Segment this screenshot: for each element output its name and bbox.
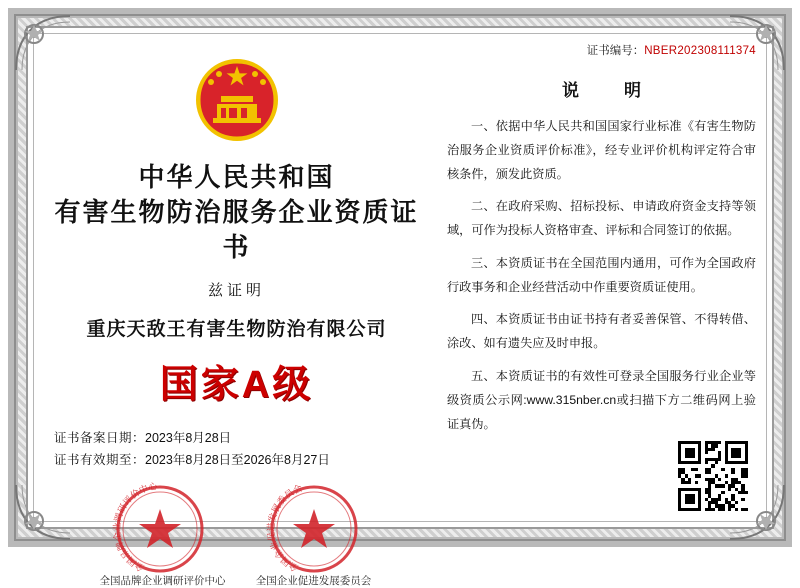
valid-date-row (54, 450, 429, 471)
verification-qr-code[interactable] (676, 439, 750, 513)
page-title (44, 160, 429, 265)
notice-item: 二、在政府采购、招标投标、申请政府资金支持等领域，可作为投标人资格审查、评标和合同签订的依据。 (447, 199, 756, 238)
hereby-certify-label: 兹证明 (207, 282, 265, 300)
notice-item: 五、本资质证书的有效性可登录全国服务行业企业等级资质公示网:www.315nber.cn或扫描下方二维码网上验证真伪。 (447, 369, 756, 431)
company-name: 重庆天敌王有害生物防治有限公司 (86, 319, 387, 341)
notice-item: 三、本资质证书在全国范围内通用，可作为全国政府行政事务和企业经营活动中作重要资质证使用。 (447, 255, 756, 294)
certificate-number-value: NBER202308111374 (644, 45, 756, 57)
svg-text:全国品牌企业调研评价中心: 全国品牌企业调研评价中心 (111, 480, 158, 574)
record-date-label: 证书备案日期： (54, 431, 146, 446)
notice-title: 说 明 (562, 81, 655, 100)
national-emblem-icon (181, 48, 293, 154)
qr-code-pattern (678, 441, 748, 511)
seal-item (254, 481, 374, 588)
grade-label: 国家A级 (159, 364, 314, 407)
notice-item: 一、依据中华人民共和国国家行业标准《有害生物防治服务企业资质评价标准》，经专业评价机构评定符合审核条件，颁发此资质。 (447, 119, 756, 181)
certificate-number (447, 42, 756, 58)
title-line-1: 中华人民共和国 (138, 162, 335, 192)
notice-item: 四、本资质证书由证书持有者妥善保管、不得转借、涂改、如有遗失应及时申报。 (447, 312, 756, 351)
title-line-2: 有害生物防治服务企业资质证书 (54, 197, 419, 263)
official-seal-icon (112, 481, 208, 577)
certificate-content (44, 42, 756, 587)
record-date-value: 2023年8月28日 (145, 431, 232, 446)
seals-row (44, 481, 429, 588)
record-date-row (54, 428, 429, 449)
seal-item (99, 480, 226, 588)
valid-date-value: 2023年8月28日至2026年8月27日 (145, 452, 330, 467)
official-seal-icon (266, 481, 362, 577)
seal-caption: 全国品牌企业调研评价中心 (99, 574, 226, 587)
seal-caption: 全国企业促进发展委员会 (255, 574, 372, 587)
certificate-left-panel (44, 42, 429, 587)
certificate-number-label: 证书编号： (586, 45, 645, 57)
valid-date-label: 证书有效期至： (54, 452, 146, 467)
svg-text:全国企业促进发展委员会: 全国企业促进发展委员会 (265, 482, 304, 574)
dates-block (44, 428, 429, 471)
certificate-right-panel (429, 42, 756, 513)
